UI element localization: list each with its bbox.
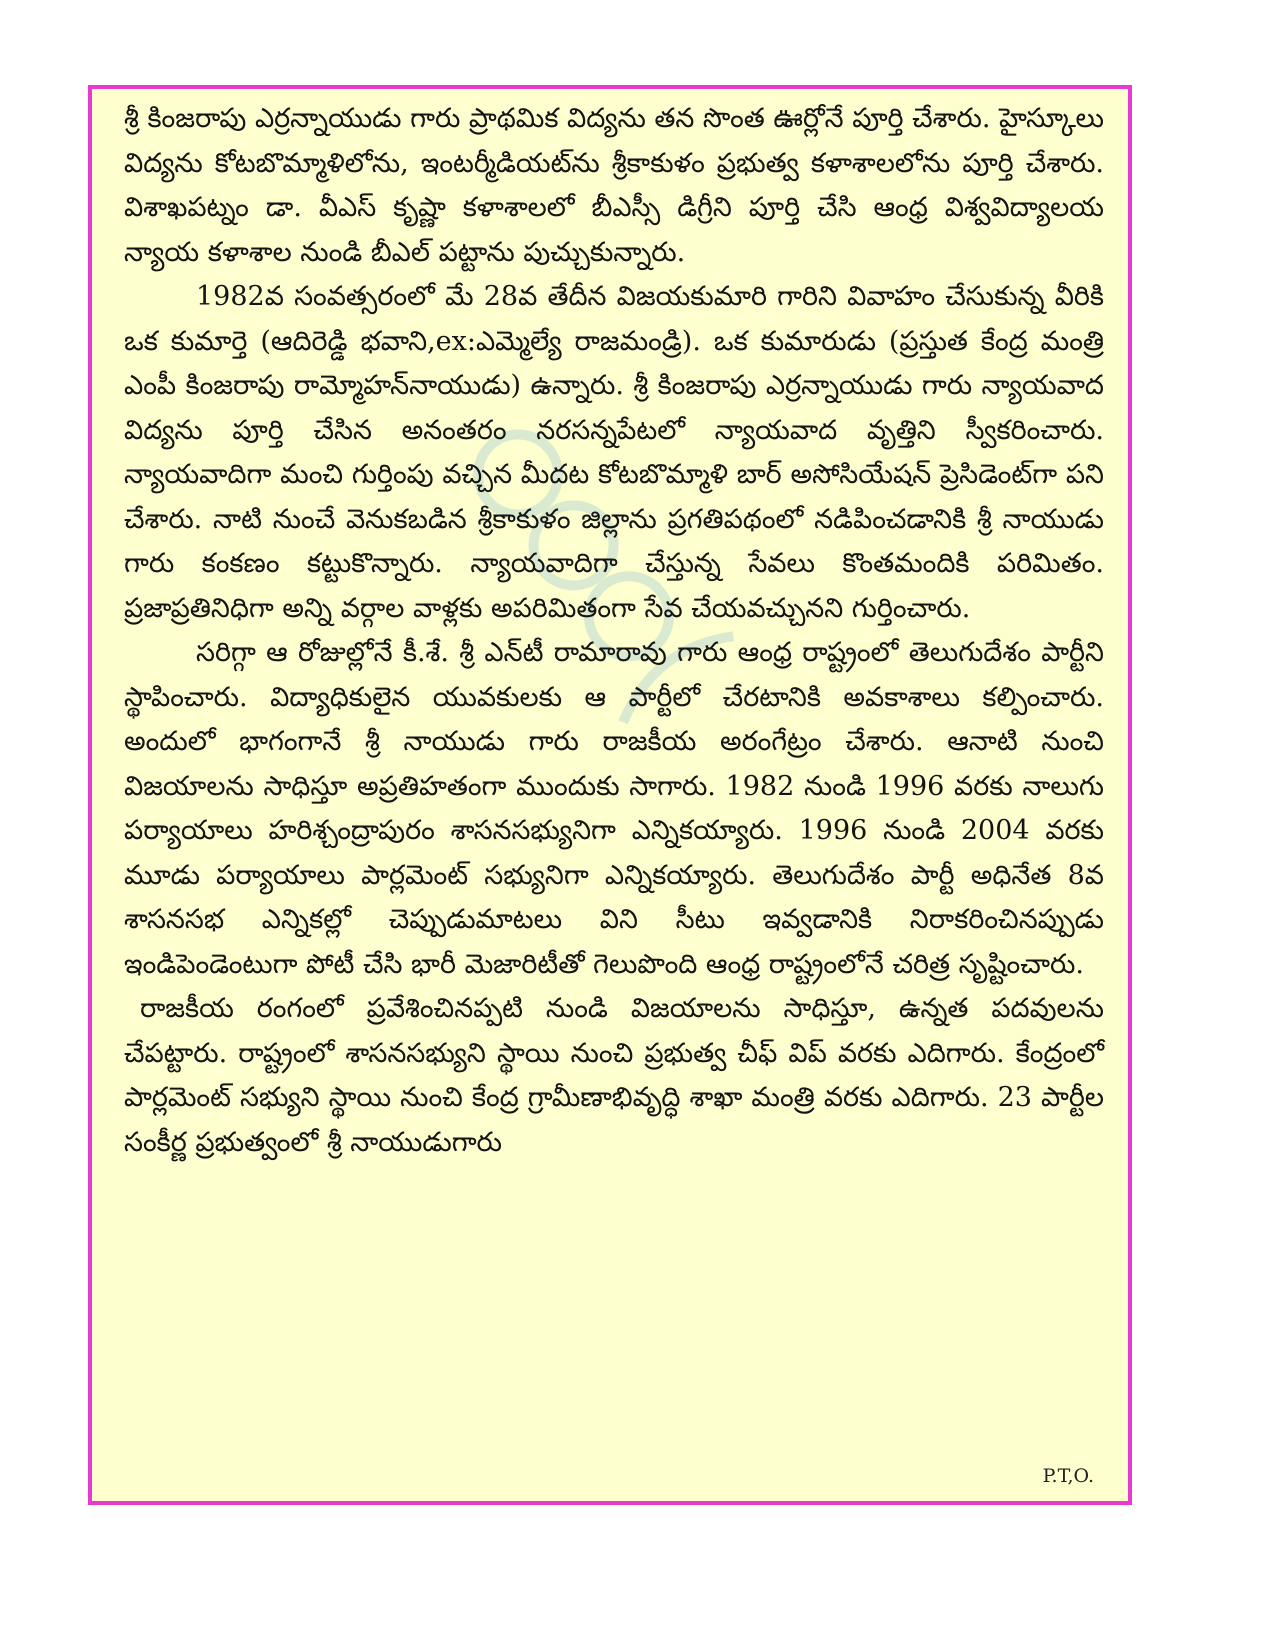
paragraph-political-entry: సరిగ్గా ఆ రోజుల్లోనే కీ.శే. శ్రీ ఎన్‌టీ రామారావు గారు ఆంధ్ర రాష్ట్రంలో తెలుగుదేశం పార్టీని స్థాపించారు. విద్యాధికులైన యువకులకు ఆ పార్టీలో చేరటానికి అవకాశాలు కల్పించారు. అందులో భాగంగానే శ్రీ నాయుడు గారు రాజకీయ అరంగేట్రం చేశారు. ఆనాటి నుంచి విజయాలను సాధిస్తూ అప్రతిహతంగా ముందుకు సాగారు. 1982 నుండి 1996 వరకు నాలుగు పర్యాయాలు హరిశ్చంద్రాపురం శాసనసభ్యునిగా ఎన్నికయ్యారు. 1996 నుండి 2004 వరకు మూడు పర్యాయాలు పార్లమెంట్ సభ్యునిగా ఎన్నికయ్యారు. తెలుగుదేశం పార్టీ అధినేత 8వ శాసనసభ ఎన్నికల్లో చెప్పుడుమాటలు విని సీటు ఇవ్వడానికి నిరాకరించినప్పుడు ఇండిపెండెంటుగా పోటీ చేసి భారీ మెజారిటీతో గెలుపొంది ఆంధ్ర రాష్ట్రంలోనే చరిత్ర సృష్టించారు. bbox=[124, 637, 1104, 980]
paragraph-family-career: 1982వ సంవత్సరంలో మే 28వ తేదీన విజయకుమారి గారిని వివాహం చేసుకున్న వీరికి ఒక కుమార్తె (ఆదిరెడ్డి భవాని,ex:ఎమ్మెల్యే రాజమండ్రి). ఒక కుమారుడు (ప్రస్తుత కేంద్ర మంత్రి ఎంపీ కింజరాపు రామ్మోహన్‌నాయుడు) ఉన్నారు. శ్రీ కింజరాపు ఎర్రన్నాయుడు గారు న్యాయవాద విద్యను పూర్తి చేసిన అనంతరం నరసన్నపేటలో న్యాయవాద వృత్తిని స్వీకరించారు. న్యాయవాదిగా మంచి గుర్తింపు వచ్చిన మీదట కోటబొమ్మాళి బార్ అసోసియేషన్ ప్రెసిడెంట్‌గా పని చేశారు. నాటి నుంచే వెనుకబడిన శ్రీకాకుళం జిల్లాను ప్రగతిపథంలో నడిపించడానికి శ్రీ నాయుడు గారు కంకణం కట్టుకొన్నారు. న్యాయవాదిగా చేస్తున్న సేవలు కొంతమందికి పరిమితం. ప్రజాప్రతినిధిగా అన్ని వర్గాల వాళ్లకు అపరిమితంగా సేవ చేయవచ్చునని గుర్తించారు. bbox=[124, 281, 1104, 624]
body-text bbox=[124, 97, 1104, 1165]
page-frame bbox=[88, 85, 1132, 1505]
page-turn-note: P.T,O. bbox=[1042, 1465, 1094, 1487]
paragraph-positions: రాజకీయ రంగంలో ప్రవేశించినప్పటి నుండి విజయాలను సాధిస్తూ, ఉన్నత పదవులను చేపట్టారు. రాష్ట్రంలో శాసనసభ్యుని స్థాయి నుంచి ప్రభుత్వ చీఫ్ విప్ వరకు ఎదిగారు. కేంద్రంలో పార్లమెంట్ సభ్యుని స్థాయి నుంచి కేంద్ర గ్రామీణాభివృద్ధి శాఖా మంత్రి వరకు ఎదిగారు. 23 పార్టీల సంకీర్ణ ప్రభుత్వంలో శ్రీ నాయుడుగారు bbox=[124, 993, 1104, 1158]
paragraph-education: శ్రీ కింజరాపు ఎర్రన్నాయుడు గారు ప్రాథమిక విద్యను తన సొంత ఊర్లోనే పూర్తి చేశారు. హైస్కూలు విద్యను కోటబొమ్మాళిలోను, ఇంటర్మీడియట్‌ను శ్రీకాకుళం ప్రభుత్వ కళాశాలలోను పూర్తి చేశారు. విశాఖపట్నం డా. వీఎస్ కృష్ణా కళాశాలలో బీఎస్సీ డిగ్రీని పూర్తి చేసి ఆంధ్ర విశ్వవిద్యాలయ న్యాయ కళాశాల నుండి బీఎల్ పట్టాను పుచ్చుకున్నారు. bbox=[124, 103, 1104, 268]
